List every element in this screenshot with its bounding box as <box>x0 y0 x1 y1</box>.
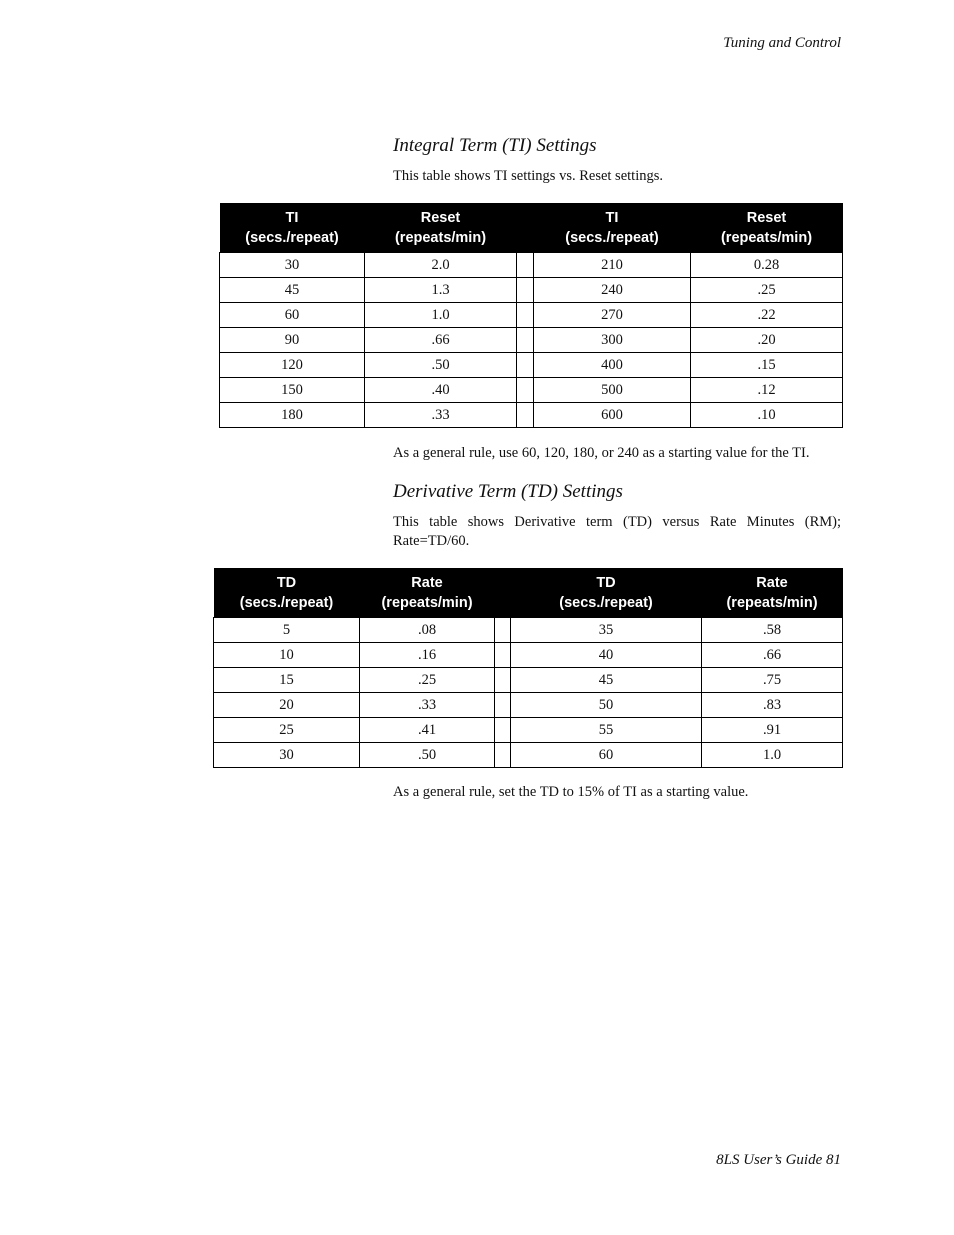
gap-cell <box>517 353 534 378</box>
table-cell: 2.0 <box>365 253 517 278</box>
table-cell: .33 <box>360 693 495 718</box>
column-header: Reset (repeats/min) <box>365 203 517 253</box>
table-cell: .41 <box>360 718 495 743</box>
table-row <box>220 253 843 278</box>
table-cell: 50 <box>511 693 702 718</box>
table-row <box>214 643 843 668</box>
column-header: TI (secs./repeat) <box>534 203 691 253</box>
gap-cell <box>495 743 511 768</box>
gap-cell <box>517 378 534 403</box>
table-row <box>220 303 843 328</box>
table-cell: .12 <box>691 378 843 403</box>
table-cell: .08 <box>360 618 495 643</box>
table-cell: 90 <box>220 328 365 353</box>
ti-intro-text: This table shows TI settings vs. Reset settings. <box>393 168 663 184</box>
column-header: Reset (repeats/min) <box>691 203 843 253</box>
table-cell: 30 <box>220 253 365 278</box>
td-section-title: Derivative Term (TD) Settings <box>393 481 623 502</box>
column-header: TI (secs./repeat) <box>220 203 365 253</box>
gap-cell <box>517 403 534 428</box>
gap-cell <box>517 303 534 328</box>
table-row <box>220 378 843 403</box>
table-cell: 1.0 <box>702 743 843 768</box>
gap-cell <box>517 328 534 353</box>
table-cell: 40 <box>511 643 702 668</box>
table-cell: 150 <box>220 378 365 403</box>
column-gap <box>517 203 534 253</box>
ti-settings-table <box>219 203 843 428</box>
table-cell: .16 <box>360 643 495 668</box>
table-row <box>214 718 843 743</box>
table-row <box>214 618 843 643</box>
table-cell: 30 <box>214 743 360 768</box>
table-cell: 60 <box>220 303 365 328</box>
table-cell: .50 <box>365 353 517 378</box>
running-header: Tuning and Control <box>723 35 841 51</box>
table-cell: .83 <box>702 693 843 718</box>
td-settings-table <box>213 568 843 768</box>
page-footer: 8LS User’s Guide 81 <box>716 1152 841 1168</box>
column-header: Rate (repeats/min) <box>360 568 495 618</box>
table-cell: 15 <box>214 668 360 693</box>
td-intro-text: This table shows Derivative term (TD) versus Rate Minutes (RM); Rate=TD/60. <box>393 514 841 549</box>
table-cell: 55 <box>511 718 702 743</box>
table-row <box>214 743 843 768</box>
table-cell: 120 <box>220 353 365 378</box>
table-cell: .10 <box>691 403 843 428</box>
table-cell: .58 <box>702 618 843 643</box>
table-row <box>214 668 843 693</box>
column-gap <box>495 568 511 618</box>
gap-cell <box>517 278 534 303</box>
ti-rule-note: As a general rule, use 60, 120, 180, or 240 as a starting value for the TI. <box>393 445 810 461</box>
column-header: Rate (repeats/min) <box>702 568 843 618</box>
gap-cell <box>495 668 511 693</box>
table-cell: 1.3 <box>365 278 517 303</box>
table-cell: .25 <box>360 668 495 693</box>
table-cell: 210 <box>534 253 691 278</box>
table-cell: 0.28 <box>691 253 843 278</box>
table-header-row <box>214 568 843 618</box>
gap-cell <box>495 693 511 718</box>
table-cell: 180 <box>220 403 365 428</box>
table-header-row <box>220 203 843 253</box>
table-cell: 400 <box>534 353 691 378</box>
table-cell: .91 <box>702 718 843 743</box>
gap-cell <box>495 618 511 643</box>
table-cell: 1.0 <box>365 303 517 328</box>
table-cell: 60 <box>511 743 702 768</box>
table-cell: 35 <box>511 618 702 643</box>
table-cell: .75 <box>702 668 843 693</box>
gap-cell <box>517 253 534 278</box>
table-row <box>214 693 843 718</box>
table-row <box>220 403 843 428</box>
table-cell: .33 <box>365 403 517 428</box>
table-cell: .66 <box>702 643 843 668</box>
table-cell: 25 <box>214 718 360 743</box>
table-cell: 20 <box>214 693 360 718</box>
table-cell: .20 <box>691 328 843 353</box>
table-cell: .15 <box>691 353 843 378</box>
table-cell: 45 <box>511 668 702 693</box>
table-cell: .25 <box>691 278 843 303</box>
table-row <box>220 353 843 378</box>
column-header: TD (secs./repeat) <box>511 568 702 618</box>
gap-cell <box>495 643 511 668</box>
table-cell: 5 <box>214 618 360 643</box>
table-cell: 10 <box>214 643 360 668</box>
table-cell: 600 <box>534 403 691 428</box>
table-cell: 500 <box>534 378 691 403</box>
table-cell: 240 <box>534 278 691 303</box>
column-header: TD (secs./repeat) <box>214 568 360 618</box>
table-cell: .66 <box>365 328 517 353</box>
table-cell: 45 <box>220 278 365 303</box>
table-cell: 300 <box>534 328 691 353</box>
ti-section-title: Integral Term (TI) Settings <box>393 135 597 156</box>
table-cell: .22 <box>691 303 843 328</box>
table-cell: .50 <box>360 743 495 768</box>
table-row <box>220 278 843 303</box>
table-cell: 270 <box>534 303 691 328</box>
td-rule-note: As a general rule, set the TD to 15% of TI as a starting value. <box>393 784 749 800</box>
table-cell: .40 <box>365 378 517 403</box>
table-row <box>220 328 843 353</box>
gap-cell <box>495 718 511 743</box>
